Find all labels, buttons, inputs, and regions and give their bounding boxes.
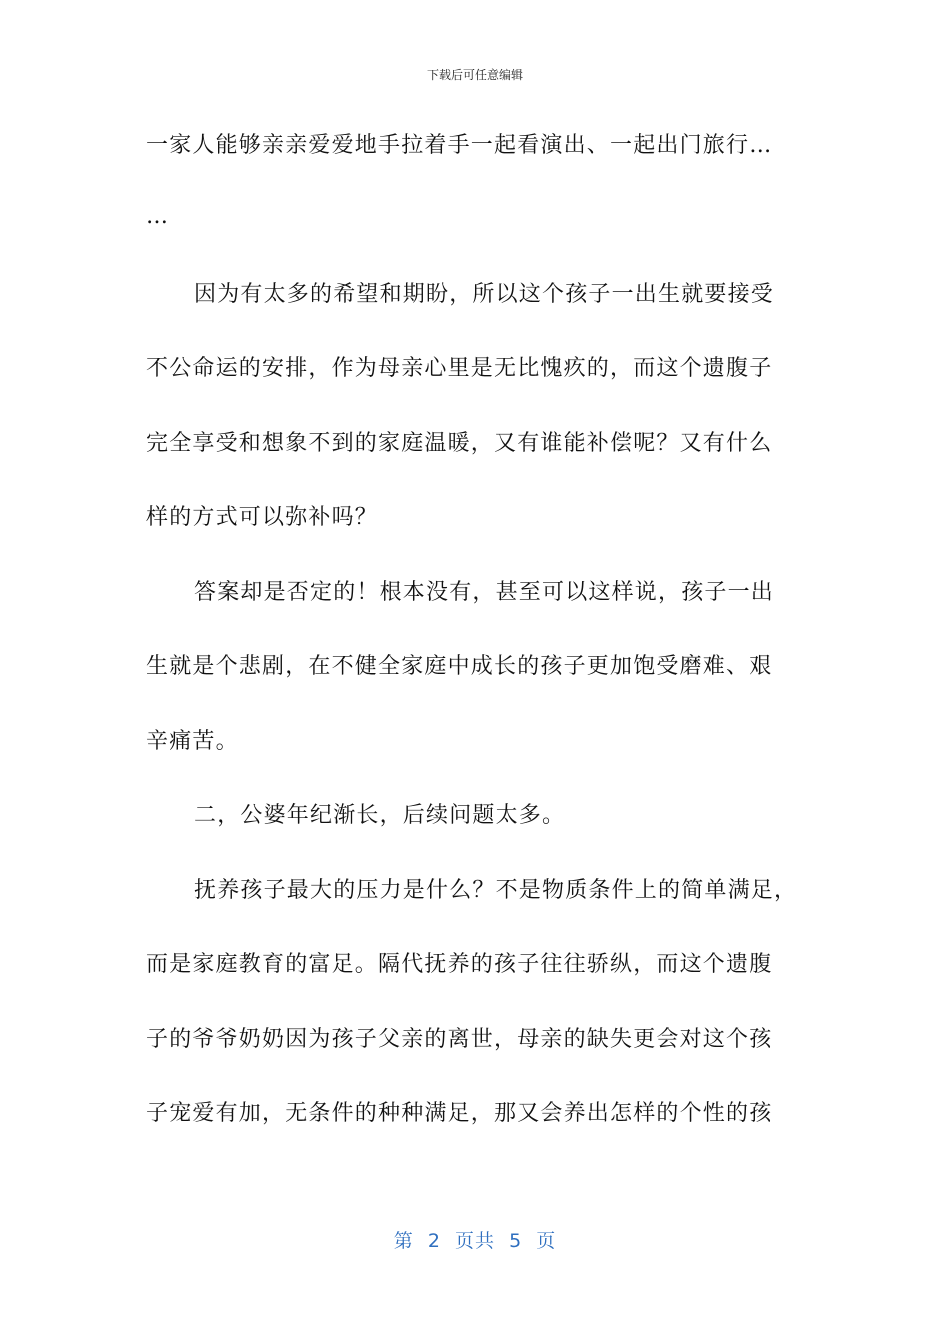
text-line: 不公命运的安排，作为母亲心里是无比愧疚的，而这个遗腹子 xyxy=(146,356,773,381)
page-number-footer: 第 2 页共 5 页 xyxy=(393,1230,557,1252)
text-line: 生就是个悲剧，在不健全家庭中成长的孩子更加饱受磨难、艰 xyxy=(146,654,773,679)
text-line: 完全享受和想象不到的家庭温暖，又有谁能补偿呢？又有什么 xyxy=(146,431,773,456)
text-line: 一家人能够亲亲爱爱地手拉着手一起看演出、一起出门旅行… xyxy=(146,133,773,158)
text-line: 而是家庭教育的富足。隔代抚养的孩子往往骄纵，而这个遗腹 xyxy=(146,952,773,977)
text-line: 二，公婆年纪渐长，后续问题太多。 xyxy=(194,803,566,828)
text-line: 子宠爱有加，无条件的种种满足，那又会养出怎样的个性的孩 xyxy=(146,1101,773,1126)
text-line: 答案却是否定的！根本没有，甚至可以这样说，孩子一出 xyxy=(194,580,775,605)
text-line: 子的爷爷奶奶因为孩子父亲的离世，母亲的缺失更会对这个孩 xyxy=(146,1027,773,1052)
text-line: … xyxy=(146,204,170,229)
text-line: 因为有太多的希望和期盼，所以这个孩子一出生就要接受 xyxy=(194,282,775,307)
text-line: 辛痛苦。 xyxy=(146,729,239,754)
text-line: 样的方式可以弥补吗？ xyxy=(146,505,379,530)
page-header: 下载后可任意编辑 xyxy=(426,68,523,82)
text-line: 抚养孩子最大的压力是什么？不是物质条件上的简单满足， xyxy=(194,878,798,903)
